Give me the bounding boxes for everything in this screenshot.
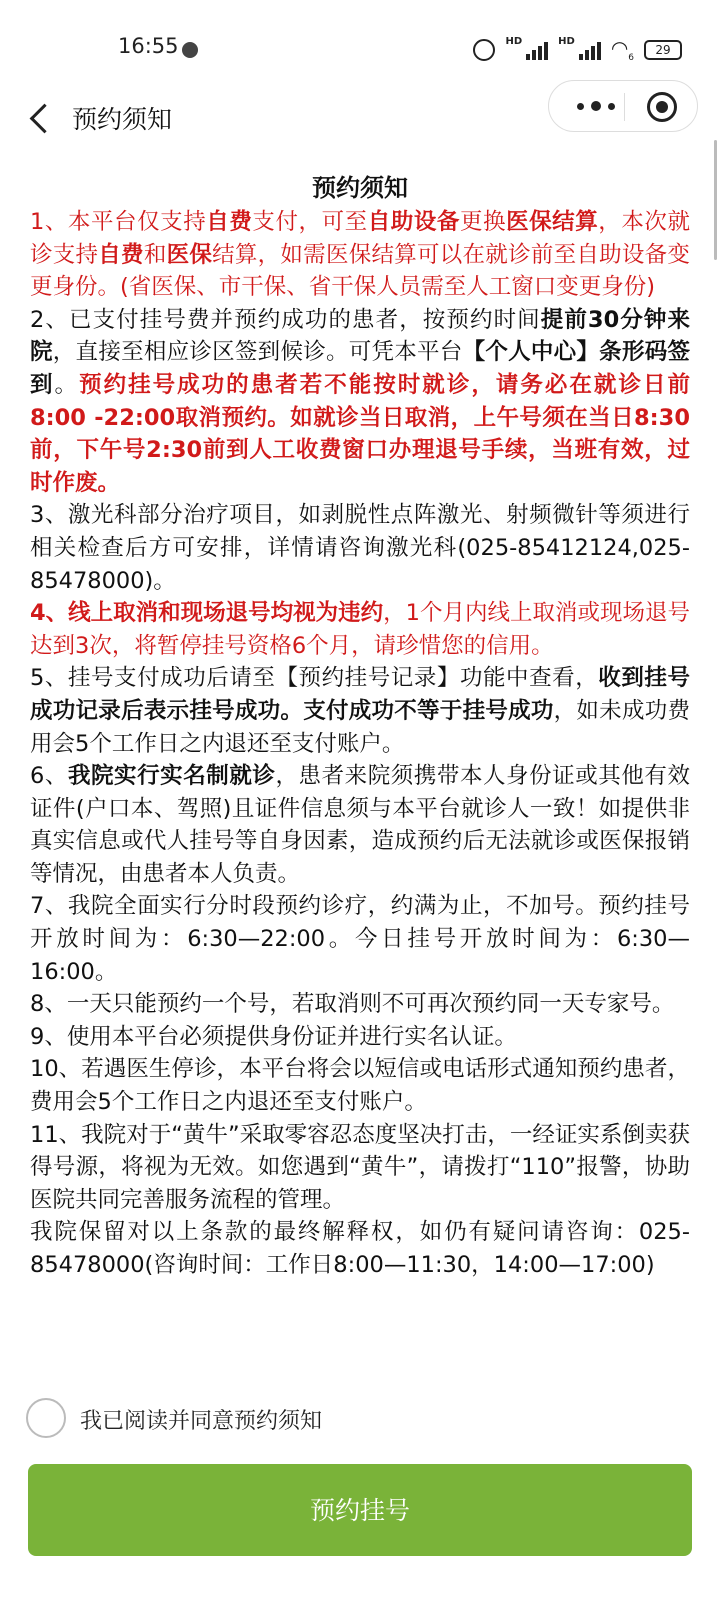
hd1-label: HD [505,36,523,47]
notice-text-segment: 11、我院对于“黄牛”采取零容忍态度坚决打击，一经证实系倒卖获得号源，将视为无效。如您遇到“黄牛”，请拨打“110”报警，协助医院共同完善服务流程的管理。 [30,1121,690,1213]
notice-text-segment: 医保结算 [506,209,599,235]
capsule-divider [624,93,625,121]
notice-title: 预约须知 [312,174,408,202]
signal-icon-2 [579,40,601,60]
signal-icon-1 [526,40,548,60]
notice-text-segment: 结算，如需医保结算可以在就诊前至自助设备变更身份。(省医保、市干保、省干保人员需至人工窗口变更身份) [30,241,690,301]
notice-content[interactable] [30,170,690,1376]
notice-item [30,597,690,662]
notice-text-segment: 预约挂号成功的患者若不能按时就诊，请务必在就诊日前8:00 -22:00取消预约。如就诊当日取消，上午号须在当日8:30前，下午号2:30前到人工收费窗口办理退号手续，当班有效，过时作废。 [30,371,690,496]
notice-text-segment: 自费 [98,241,144,268]
notice-text-segment: ，如未成功费用会5个工作日之内退还至支付账户。 [30,697,690,757]
wifi-label: 6 [628,53,634,63]
page-title: 预约须知 [72,105,173,134]
notice-item [30,662,690,760]
notice-text-segment: 和 [143,241,167,268]
more-icon[interactable] [571,94,621,118]
notice-text-segment: ，直接至相应诊区签到候诊。可凭本平台 [52,339,463,366]
notice-item [30,988,690,1021]
notice-text-segment: 支付，可至 [252,209,368,235]
notice-text-segment: 5、挂号支付成功后请至【预约挂号记录】功能中查看， [30,665,599,692]
content-fade [0,1340,720,1380]
book-appointment-button[interactable]: 预约挂号 [28,1464,692,1556]
nav-bar [0,84,720,156]
notice-item [30,1053,690,1118]
notice-text-segment: 自助设备 [367,209,460,235]
notification-dot-icon [182,42,198,58]
notice-item [30,890,690,988]
notice-text-segment: 我院实行实名制就诊 [67,763,276,790]
miniapp-capsule [548,80,698,132]
notice-item [30,206,690,304]
notice-text-segment: 2、已支付挂号费并预约成功的患者，按预约时间 [30,306,541,333]
notice-text-segment: 3、激光科部分治疗项目，如剥脱性点阵激光、射频微针等须进行相关检查后方可安排，详情请咨询激光科(025-85412124,025-85478000)。 [30,502,690,594]
notice-text-segment: 4、线上取消和现场退号均视为违约 [30,600,384,627]
notice-text-segment: 9、使用本平台必须提供身份证并进行实名认证。 [30,1023,517,1050]
battery-icon: 29 [644,40,682,60]
notice-text-segment: 我院保留对以上条款的最终解释权，如仍有疑问请咨询：025-85478000(咨询时间：工作日8:00—11:30，14:00—17:00) [30,1219,690,1278]
notice-text-segment: ，患者来院须携带本人身份证或其他有效证件(户口本、驾照)且证件信息须与本平台就诊人一致！如提供非真实信息或代人挂号等自身因素，造成预约后无法就诊或医保报销等情况，由患者本人负责。 [30,763,690,887]
notice-item [30,1119,690,1217]
wifi-icon: $◠_6$ [610,36,634,63]
agree-label: 我已阅读并同意预约须知 [80,1409,323,1434]
notice-text-segment: 提前30分钟来院 [30,306,690,366]
hd2-label: HD [558,36,575,47]
notice-text-segment: 收到挂号成功记录后表示挂号成功。支付成功不等于挂号成功 [30,665,690,724]
back-icon[interactable] [22,98,62,138]
notice-text-segment: 医保 [166,241,213,268]
notice-text-segment: ，本次就诊支持 [30,209,690,268]
notice-text-segment: 1、本平台仅支持 [30,209,207,235]
agree-row[interactable] [26,1398,686,1442]
scrollbar[interactable] [714,140,717,260]
status-bar [0,0,720,84]
notice-item [30,1216,690,1281]
notice-item [30,1021,690,1054]
notice-text-segment: 10、若遇医生停诊，本平台将会以短信或电话形式通知预约患者，费用会5个工作日之内退还至支付账户。 [30,1056,690,1116]
notice-text-segment: ，1个月内线上取消或现场退号达到3次，将暂停挂号资格6个月，请珍惜您的信用。 [30,600,690,659]
agree-checkbox[interactable] [26,1398,66,1438]
notice-text-segment: 【个人中心】条形码签到 [30,339,690,398]
notice-text-segment: 更换 [459,209,507,235]
alarm-icon [473,39,495,61]
notice-text-segment: 。 [54,371,80,398]
notice-item [30,304,690,500]
notice-text-segment: 8、一天只能预约一个号，若取消则不可再次预约同一天专家号。 [30,991,675,1018]
notice-items [30,206,690,1282]
notice-text-segment: 自费 [206,209,253,235]
notice-text-segment: 7、我院全面实行分时段预约诊疗，约满为止，不加号。预约挂号开放时间为：6:30—22:00。今日挂号开放时间为：6:30—16:00。 [30,893,690,985]
notice-item [30,760,690,890]
status-time: 16:55 [118,34,179,58]
close-miniapp-icon[interactable] [647,92,677,122]
notice-text-segment: 6、 [30,763,68,790]
notice-item [30,499,690,597]
system-icons [473,36,682,63]
